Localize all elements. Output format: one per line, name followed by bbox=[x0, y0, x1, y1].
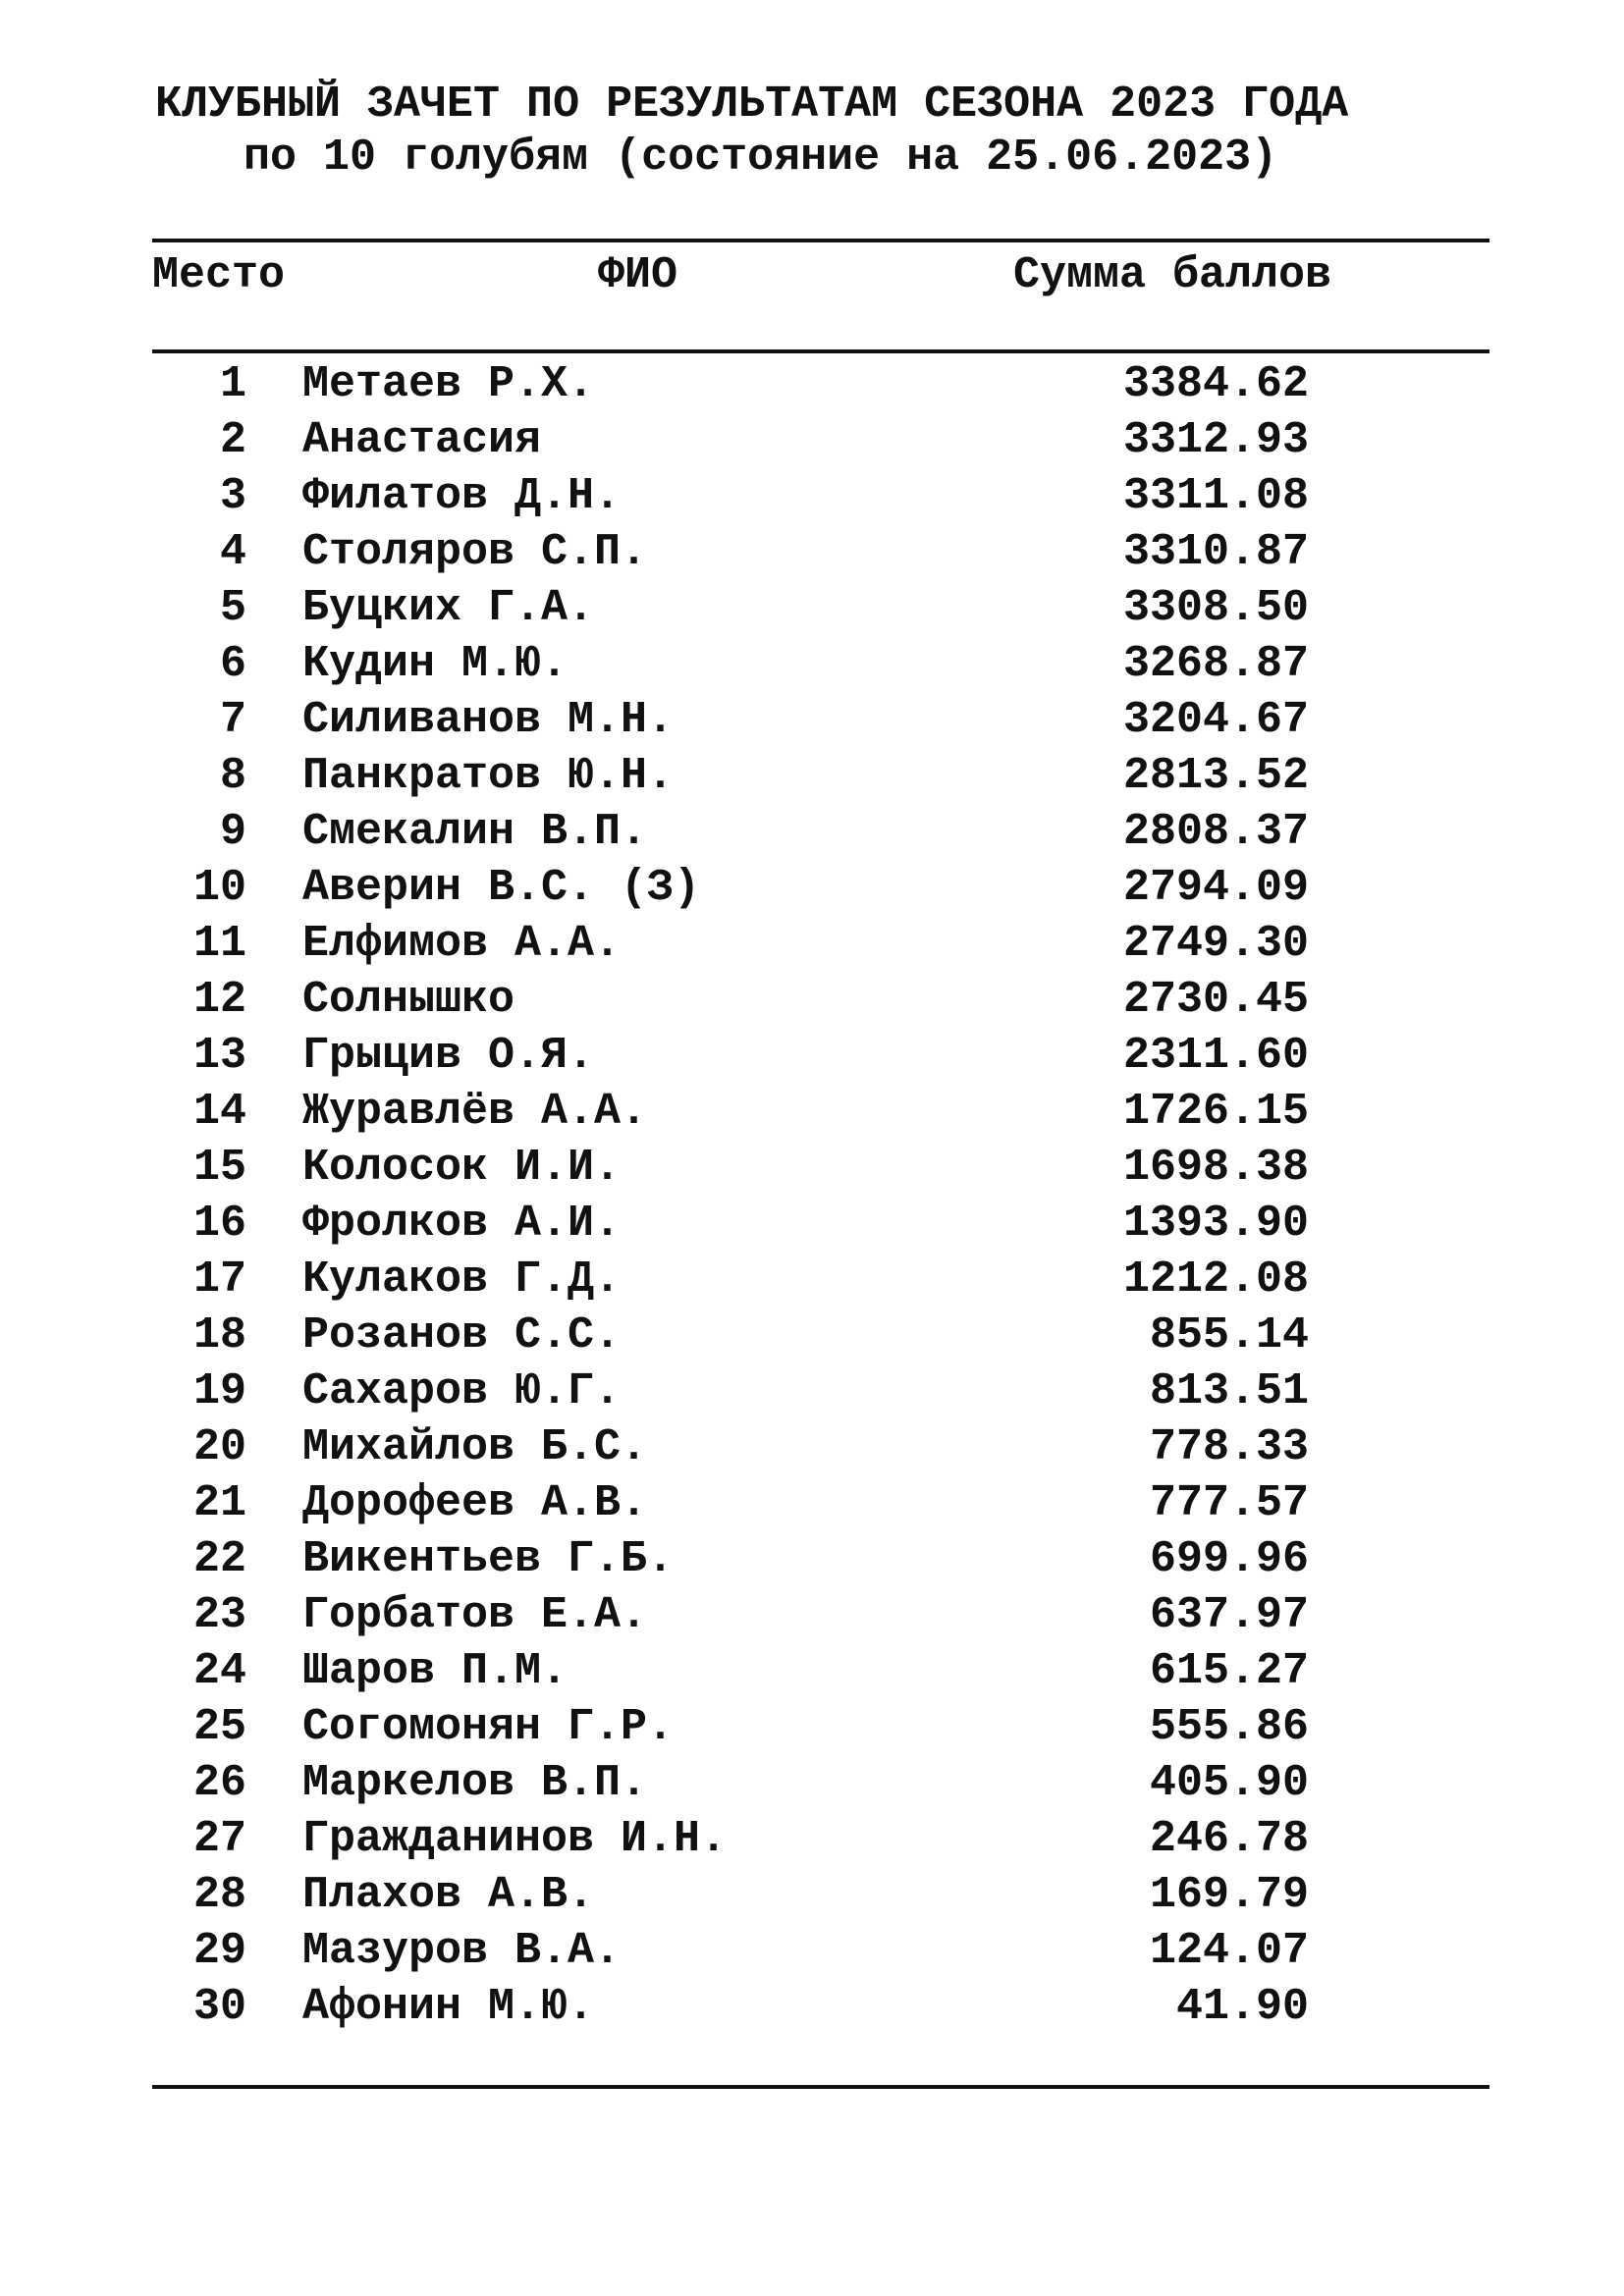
score-cell: 555.86 bbox=[1149, 1702, 1309, 1752]
score-cell: 813.51 bbox=[1149, 1366, 1309, 1416]
score-cell: 2730.45 bbox=[1122, 975, 1309, 1025]
table-row bbox=[0, 916, 1624, 972]
table-row bbox=[0, 692, 1624, 748]
score-cell: 855.14 bbox=[1149, 1310, 1309, 1361]
score-cell: 1212.08 bbox=[1122, 1255, 1309, 1305]
score-cell: 3308.50 bbox=[1122, 583, 1309, 633]
place-cell: 26 bbox=[192, 1758, 246, 1808]
place-cell: 6 bbox=[219, 639, 246, 689]
name-cell: Метаев Р.Х. bbox=[302, 359, 595, 409]
score-cell: 3268.87 bbox=[1122, 639, 1309, 689]
score-cell: 169.79 bbox=[1149, 1870, 1309, 1920]
name-cell: Дорофеев А.В. bbox=[302, 1478, 648, 1528]
place-cell: 13 bbox=[192, 1031, 246, 1081]
name-cell: Колосок И.И. bbox=[302, 1143, 622, 1193]
place-cell: 15 bbox=[192, 1143, 246, 1193]
place-cell: 4 bbox=[219, 527, 246, 577]
score-cell: 2794.09 bbox=[1122, 863, 1309, 913]
place-cell: 18 bbox=[192, 1310, 246, 1361]
table-row bbox=[0, 1363, 1624, 1419]
name-cell: Буцких Г.А. bbox=[302, 583, 595, 633]
table-row bbox=[0, 1531, 1624, 1587]
place-cell: 14 bbox=[192, 1087, 246, 1137]
page-subtitle: по 10 голубям (состояние на 25.06.2023) bbox=[244, 133, 1278, 183]
name-cell: Кулаков Г.Д. bbox=[302, 1255, 622, 1305]
place-cell: 8 bbox=[219, 751, 246, 801]
place-cell: 24 bbox=[192, 1646, 246, 1696]
score-cell: 3310.87 bbox=[1122, 527, 1309, 577]
place-cell: 10 bbox=[192, 863, 246, 913]
place-cell: 19 bbox=[192, 1366, 246, 1416]
name-cell: Викентьев Г.Б. bbox=[302, 1534, 675, 1584]
place-cell: 22 bbox=[192, 1534, 246, 1584]
name-cell: Солнышко bbox=[302, 975, 515, 1025]
place-cell: 20 bbox=[192, 1422, 246, 1472]
table-row bbox=[0, 1475, 1624, 1531]
name-cell: Анастасия bbox=[302, 415, 542, 465]
place-cell: 27 bbox=[192, 1814, 246, 1864]
score-cell: 699.96 bbox=[1149, 1534, 1309, 1584]
score-cell: 1393.90 bbox=[1122, 1199, 1309, 1249]
place-cell: 1 bbox=[219, 359, 246, 409]
name-cell: Елфимов А.А. bbox=[302, 919, 622, 969]
score-cell: 2813.52 bbox=[1122, 751, 1309, 801]
score-cell: 1698.38 bbox=[1122, 1143, 1309, 1193]
table-row bbox=[0, 1755, 1624, 1811]
place-cell: 9 bbox=[219, 807, 246, 857]
place-cell: 30 bbox=[192, 1982, 246, 2032]
place-cell: 12 bbox=[192, 975, 246, 1025]
table-top-rule bbox=[152, 239, 1489, 242]
table-bottom-rule bbox=[152, 2085, 1489, 2089]
table-row bbox=[0, 1252, 1624, 1308]
place-cell: 23 bbox=[192, 1590, 246, 1640]
table-row bbox=[0, 580, 1624, 636]
score-cell: 2808.37 bbox=[1122, 807, 1309, 857]
name-cell: Смекалин В.П. bbox=[302, 807, 648, 857]
table-row bbox=[0, 1028, 1624, 1084]
table-row bbox=[0, 412, 1624, 468]
place-cell: 16 bbox=[192, 1199, 246, 1249]
table-row bbox=[0, 636, 1624, 692]
table-row bbox=[0, 1084, 1624, 1140]
table-row bbox=[0, 1308, 1624, 1363]
score-cell: 2749.30 bbox=[1122, 919, 1309, 969]
score-cell: 124.07 bbox=[1149, 1926, 1309, 1976]
table-row bbox=[0, 1587, 1624, 1643]
table-row bbox=[0, 1867, 1624, 1923]
score-cell: 778.33 bbox=[1149, 1422, 1309, 1472]
name-cell: Журавлёв А.А. bbox=[302, 1087, 648, 1137]
name-cell: Гражданинов И.Н. bbox=[302, 1814, 728, 1864]
results-table-body bbox=[0, 356, 1624, 2035]
score-cell: 3384.62 bbox=[1122, 359, 1309, 409]
place-cell: 17 bbox=[192, 1255, 246, 1305]
place-cell: 21 bbox=[192, 1478, 246, 1528]
score-cell: 3312.93 bbox=[1122, 415, 1309, 465]
place-cell: 7 bbox=[219, 695, 246, 745]
name-cell: Афонин М.Ю. bbox=[302, 1982, 595, 2032]
place-cell: 11 bbox=[192, 919, 246, 969]
name-cell: Фролков А.И. bbox=[302, 1199, 622, 1249]
table-row bbox=[0, 1979, 1624, 2035]
table-row bbox=[0, 468, 1624, 524]
name-cell: Михайлов Б.С. bbox=[302, 1422, 648, 1472]
table-row bbox=[0, 1643, 1624, 1699]
page-title: КЛУБНЫЙ ЗАЧЕТ ПО РЕЗУЛЬТАТАМ СЕЗОНА 2023 ГОДА bbox=[155, 80, 1349, 130]
score-cell: 3311.08 bbox=[1122, 471, 1309, 521]
score-cell: 637.97 bbox=[1149, 1590, 1309, 1640]
name-cell: Мазуров В.А. bbox=[302, 1926, 622, 1976]
score-cell: 405.90 bbox=[1149, 1758, 1309, 1808]
table-row bbox=[0, 1923, 1624, 1979]
name-cell: Аверин В.С. (З) bbox=[302, 863, 701, 913]
score-cell: 3204.67 bbox=[1122, 695, 1309, 745]
table-row bbox=[0, 1196, 1624, 1252]
column-header-name: ФИО bbox=[598, 250, 678, 300]
column-header-place: Место bbox=[152, 250, 286, 300]
name-cell: Согомонян Г.Р. bbox=[302, 1702, 675, 1752]
table-row bbox=[0, 524, 1624, 580]
place-cell: 25 bbox=[192, 1702, 246, 1752]
score-cell: 41.90 bbox=[1175, 1982, 1309, 2032]
name-cell: Плахов А.В. bbox=[302, 1870, 595, 1920]
table-row bbox=[0, 1140, 1624, 1196]
score-cell: 1726.15 bbox=[1122, 1087, 1309, 1137]
table-row bbox=[0, 748, 1624, 804]
place-cell: 2 bbox=[219, 415, 246, 465]
place-cell: 29 bbox=[192, 1926, 246, 1976]
name-cell: Силиванов М.Н. bbox=[302, 695, 675, 745]
table-row bbox=[0, 1419, 1624, 1475]
name-cell: Шаров П.М. bbox=[302, 1646, 568, 1696]
table-row bbox=[0, 1811, 1624, 1867]
name-cell: Сахаров Ю.Г. bbox=[302, 1366, 622, 1416]
name-cell: Горбатов Е.А. bbox=[302, 1590, 648, 1640]
score-cell: 246.78 bbox=[1149, 1814, 1309, 1864]
table-row bbox=[0, 804, 1624, 860]
place-cell: 3 bbox=[219, 471, 246, 521]
table-header-rule bbox=[152, 349, 1489, 353]
score-cell: 615.27 bbox=[1149, 1646, 1309, 1696]
name-cell: Розанов С.С. bbox=[302, 1310, 622, 1361]
table-row bbox=[0, 356, 1624, 412]
name-cell: Кудин М.Ю. bbox=[302, 639, 568, 689]
name-cell: Столяров С.П. bbox=[302, 527, 648, 577]
place-cell: 5 bbox=[219, 583, 246, 633]
table-row bbox=[0, 1699, 1624, 1755]
column-header-score: Сумма баллов bbox=[1013, 250, 1332, 300]
name-cell: Маркелов В.П. bbox=[302, 1758, 648, 1808]
name-cell: Грыцив О.Я. bbox=[302, 1031, 595, 1081]
name-cell: Филатов Д.Н. bbox=[302, 471, 622, 521]
score-cell: 2311.60 bbox=[1122, 1031, 1309, 1081]
score-cell: 777.57 bbox=[1149, 1478, 1309, 1528]
table-row bbox=[0, 860, 1624, 916]
name-cell: Панкратов Ю.Н. bbox=[302, 751, 675, 801]
place-cell: 28 bbox=[192, 1870, 246, 1920]
table-row bbox=[0, 972, 1624, 1028]
